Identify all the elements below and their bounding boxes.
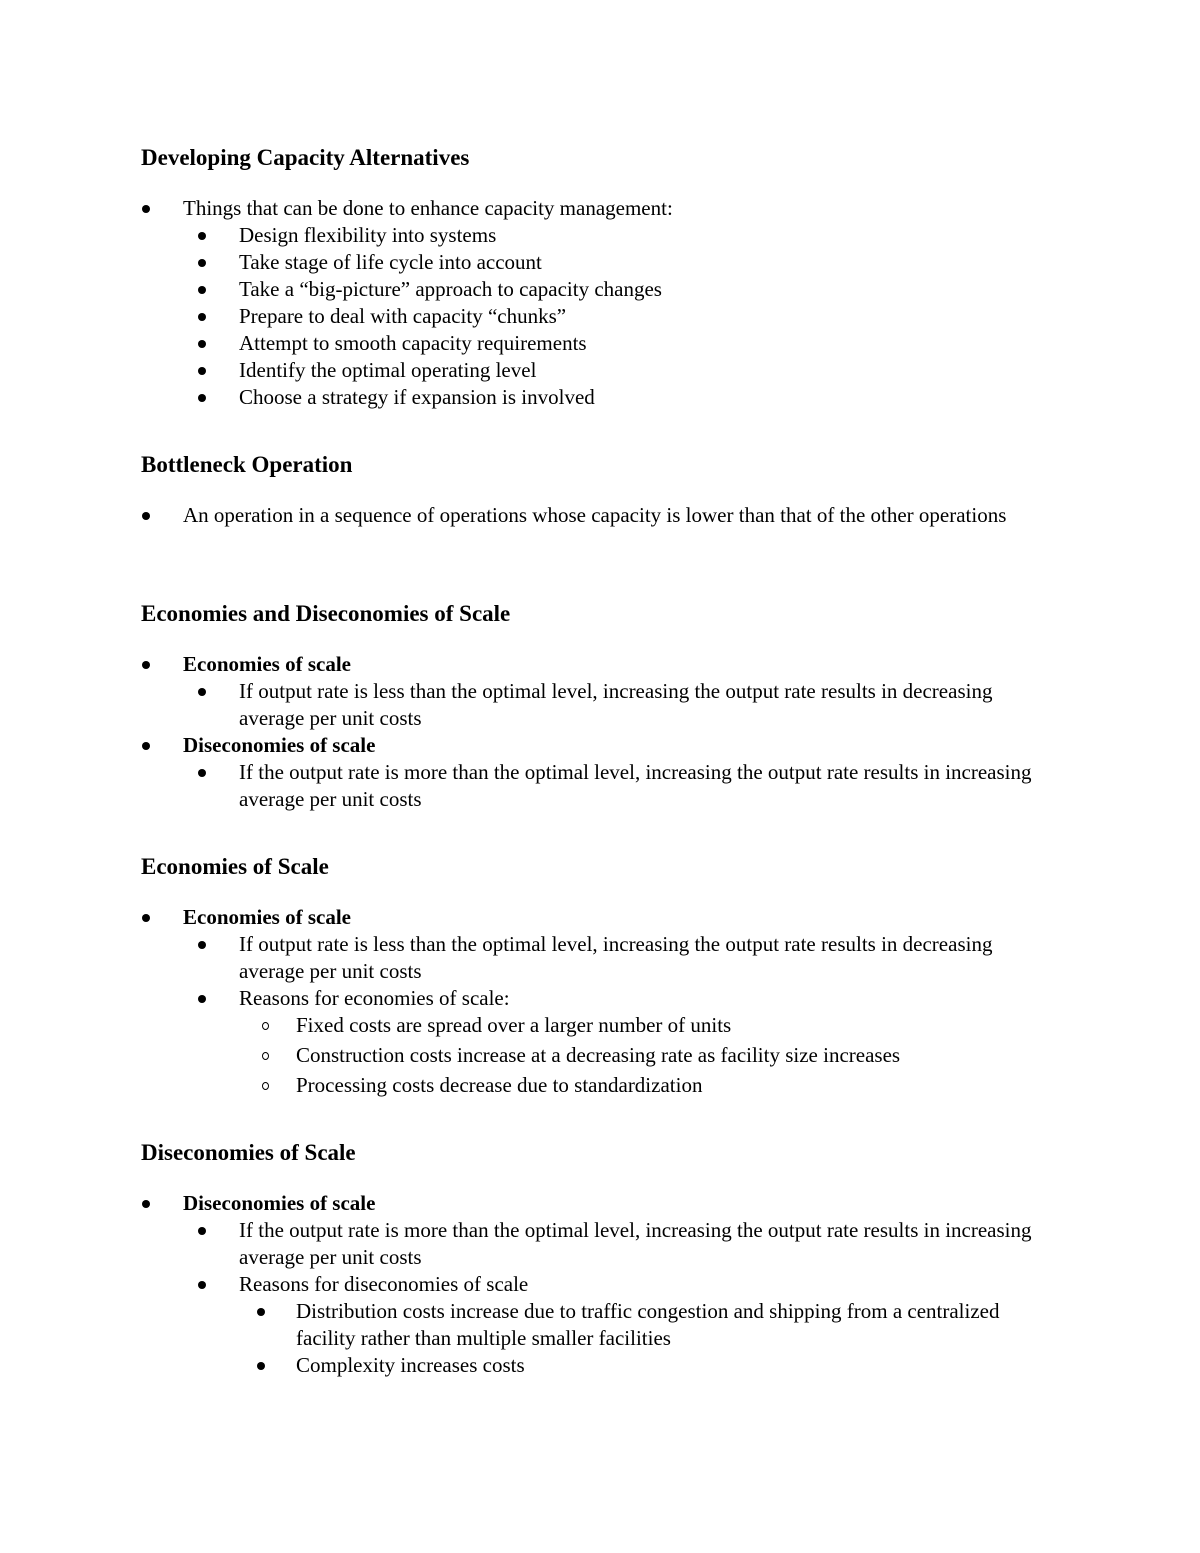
list-item-text: Things that can be done to enhance capacity management:	[183, 196, 673, 220]
sub-sub-bullet-list	[239, 1298, 1041, 1379]
list-item-text: An operation in a sequence of operations whose capacity is lower than that of the other operations	[183, 503, 1007, 527]
bullet-icon	[198, 941, 206, 949]
reason-item-text: Distribution costs increase due to traffic congestion and shipping from a centralized facility rather than multiple smaller facilities	[296, 1299, 1000, 1350]
list-item-text: Economies of scale	[183, 652, 351, 676]
bullet-icon	[142, 1200, 150, 1208]
bullet-icon	[198, 995, 206, 1003]
bullet-icon	[198, 286, 206, 294]
sub-list-item-text: Attempt to smooth capacity requirements	[239, 331, 587, 355]
bullet-icon	[198, 688, 206, 696]
section-developing-capacity-alternatives	[141, 144, 1041, 411]
bullet-icon	[198, 232, 206, 240]
reason-item-text: Processing costs decrease due to standardization	[296, 1073, 703, 1097]
sub-list-item	[239, 330, 1041, 357]
sub-sub-bullet-list	[239, 1012, 1041, 1099]
list-item	[141, 904, 1041, 1099]
sub-bullet-list	[183, 678, 1041, 732]
sub-list-item-text: If output rate is less than the optimal level, increasing the output rate results in decreasing average per unit costs	[239, 932, 993, 983]
list-item-text: Diseconomies of scale	[183, 1191, 376, 1215]
hollow-circle-bullet-icon	[262, 1082, 269, 1090]
hollow-circle-bullet-icon	[262, 1052, 269, 1060]
sub-list-item-text: Choose a strategy if expansion is involved	[239, 385, 595, 409]
sub-list-item	[239, 384, 1041, 411]
reason-item	[296, 1072, 1041, 1099]
list-item	[141, 502, 1041, 529]
bullet-icon	[257, 1308, 265, 1316]
section-economies-and-diseconomies-of-scale	[141, 600, 1041, 813]
sub-list-item-text: Take stage of life cycle into account	[239, 250, 542, 274]
sub-list-item	[239, 931, 1041, 985]
sub-list-item	[239, 678, 1041, 732]
sub-list-item	[239, 276, 1041, 303]
sub-list-item-text: Take a “big-picture” approach to capacity changes	[239, 277, 662, 301]
reason-item	[296, 1352, 1041, 1379]
sub-bullet-list	[183, 1217, 1041, 1379]
bullet-icon	[142, 914, 150, 922]
reason-item	[296, 1012, 1041, 1039]
bullet-icon	[142, 512, 150, 520]
list-item	[141, 1190, 1041, 1379]
sub-list-item	[239, 222, 1041, 249]
sub-list-item	[239, 1271, 1041, 1379]
sub-list-item-text: Identify the optimal operating level	[239, 358, 537, 382]
reason-item-text: Construction costs increase at a decreasing rate as facility size increases	[296, 1043, 901, 1067]
sub-list-item	[239, 303, 1041, 330]
section-economies-of-scale	[141, 853, 1041, 1102]
sub-list-item-text: Design flexibility into systems	[239, 223, 497, 247]
sub-list-item-text: Reasons for economies of scale:	[239, 986, 510, 1010]
bullet-list	[141, 195, 1041, 411]
bullet-icon	[142, 661, 150, 669]
section-heading: Bottleneck Operation	[141, 452, 353, 477]
bullet-icon	[142, 205, 150, 213]
bullet-icon	[198, 313, 206, 321]
sub-bullet-list	[183, 222, 1041, 411]
sub-list-item	[239, 357, 1041, 384]
section-diseconomies-of-scale	[141, 1139, 1041, 1379]
hollow-circle-bullet-icon	[262, 1022, 269, 1030]
sub-list-item-text: If output rate is less than the optimal level, increasing the output rate results in decreasing average per unit costs	[239, 679, 993, 730]
section-heading: Economies of Scale	[141, 854, 329, 879]
bullet-icon	[198, 367, 206, 375]
sub-bullet-list	[183, 931, 1041, 1099]
sub-list-item-text: If the output rate is more than the optimal level, increasing the output rate results in increasing average per unit costs	[239, 1218, 1032, 1269]
bullet-icon	[257, 1362, 265, 1370]
reason-item	[296, 1042, 1041, 1069]
reason-item	[296, 1298, 1041, 1352]
sub-list-item	[239, 985, 1041, 1099]
bullet-icon	[198, 1227, 206, 1235]
list-item	[141, 732, 1041, 813]
bullet-list	[141, 651, 1041, 813]
section-bottleneck-operation	[141, 451, 1041, 529]
bullet-list	[141, 904, 1041, 1099]
list-item	[141, 195, 1041, 411]
sub-list-item-text: Reasons for diseconomies of scale	[239, 1272, 529, 1296]
bullet-icon	[198, 769, 206, 777]
list-item	[141, 651, 1041, 732]
section-heading: Economies and Diseconomies of Scale	[141, 601, 511, 626]
sub-list-item	[239, 1217, 1041, 1271]
bullet-icon	[198, 394, 206, 402]
sub-list-item	[239, 249, 1041, 276]
bullet-icon	[198, 259, 206, 267]
sub-list-item-text: Prepare to deal with capacity “chunks”	[239, 304, 567, 328]
sub-list-item-text: If the output rate is more than the optimal level, increasing the output rate results in increasing average per unit costs	[239, 760, 1032, 811]
list-item-text: Economies of scale	[183, 905, 351, 929]
bullet-icon	[198, 1281, 206, 1289]
bullet-list	[141, 502, 1041, 529]
bullet-icon	[142, 742, 150, 750]
sub-bullet-list	[183, 759, 1041, 813]
section-heading: Developing Capacity Alternatives	[141, 145, 470, 170]
bullet-list	[141, 1190, 1041, 1379]
bullet-icon	[198, 340, 206, 348]
sub-list-item	[239, 759, 1041, 813]
reason-item-text: Fixed costs are spread over a larger number of units	[296, 1013, 732, 1037]
list-item-text: Diseconomies of scale	[183, 733, 376, 757]
section-heading: Diseconomies of Scale	[141, 1140, 356, 1165]
reason-item-text: Complexity increases costs	[296, 1353, 525, 1377]
